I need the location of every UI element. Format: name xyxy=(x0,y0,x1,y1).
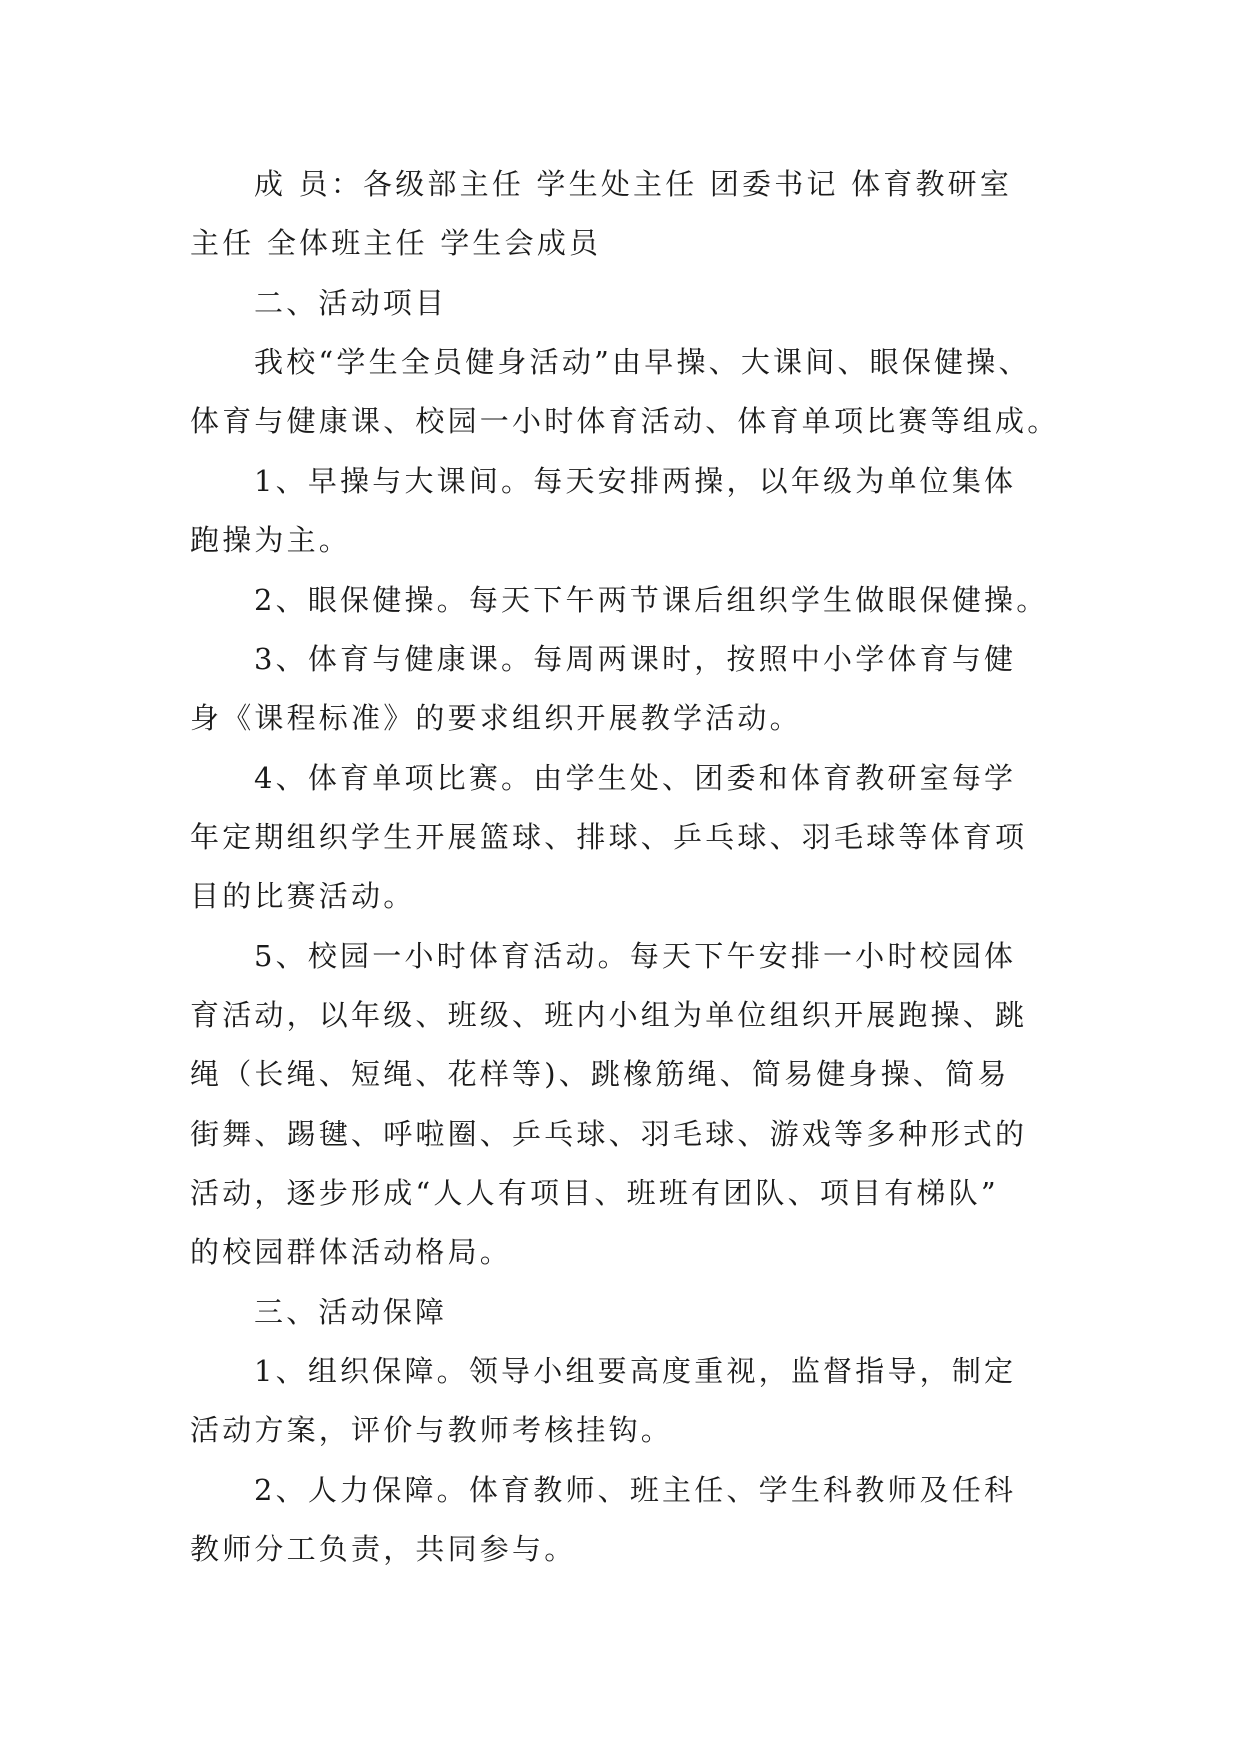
members-line-2: 主任 全体班主任 学生会成员 xyxy=(190,226,602,260)
section-heading-activities: 二、活动项目 xyxy=(254,286,448,320)
item-4-line-1: 4、体育单项比赛。由学生处、团委和体育教研室每学 xyxy=(254,761,1017,795)
item-3-line-1: 3、体育与健康课。每周两课时，按照中小学体育与健 xyxy=(254,642,1017,676)
item-3-line-2: 身《课程标准》的要求组织开展教学活动。 xyxy=(190,701,802,735)
item-2-line-1: 2、眼保健操。每天下午两节课后组织学生做眼保健操。 xyxy=(254,583,1049,617)
item-5-line-6: 的校园群体活动格局。 xyxy=(190,1235,513,1269)
members-line-1: 成 员：各级部主任 学生处主任 团委书记 体育教研室 xyxy=(254,167,1013,201)
item-5-line-5: 活动，逐步形成“人人有项目、班班有团队、项目有梯队” xyxy=(190,1176,999,1210)
item-5-line-4: 街舞、踢毽、呼啦圈、乒乓球、羽毛球、游戏等多种形式的 xyxy=(190,1117,1028,1151)
guarantee-2-line-1: 2、人力保障。体育教师、班主任、学生科教师及任科 xyxy=(254,1473,1017,1507)
item-1-line-1: 1、早操与大课间。每天安排两操，以年级为单位集体 xyxy=(254,464,1017,498)
guarantee-1-line-2: 活动方案，评价与教师考核挂钩。 xyxy=(190,1413,674,1447)
guarantee-2-line-2: 教师分工负责，共同参与。 xyxy=(190,1532,577,1566)
guarantee-1-line-1: 1、组织保障。领导小组要高度重视，监督指导，制定 xyxy=(254,1354,1017,1388)
item-4-line-2: 年定期组织学生开展篮球、排球、乒乓球、羽毛球等体育项 xyxy=(190,820,1028,854)
item-5-line-3: 绳（长绳、短绳、花样等)、跳橡筋绳、简易健身操、简易 xyxy=(190,1057,1010,1091)
paragraph-intro-line-2: 体育与健康课、校园一小时体育活动、体育单项比赛等组成。 xyxy=(190,404,1060,438)
item-5-line-2: 育活动，以年级、班级、班内小组为单位组织开展跑操、跳 xyxy=(190,998,1028,1032)
item-5-line-1: 5、校园一小时体育活动。每天下午安排一小时校园体 xyxy=(254,939,1017,973)
section-heading-guarantee: 三、活动保障 xyxy=(254,1295,448,1329)
item-4-line-3: 目的比赛活动。 xyxy=(190,879,416,913)
paragraph-intro-line-1: 我校“学生全员健身活动”由早操、大课间、眼保健操、 xyxy=(254,345,1031,379)
item-1-line-2: 跑操为主。 xyxy=(190,523,352,557)
